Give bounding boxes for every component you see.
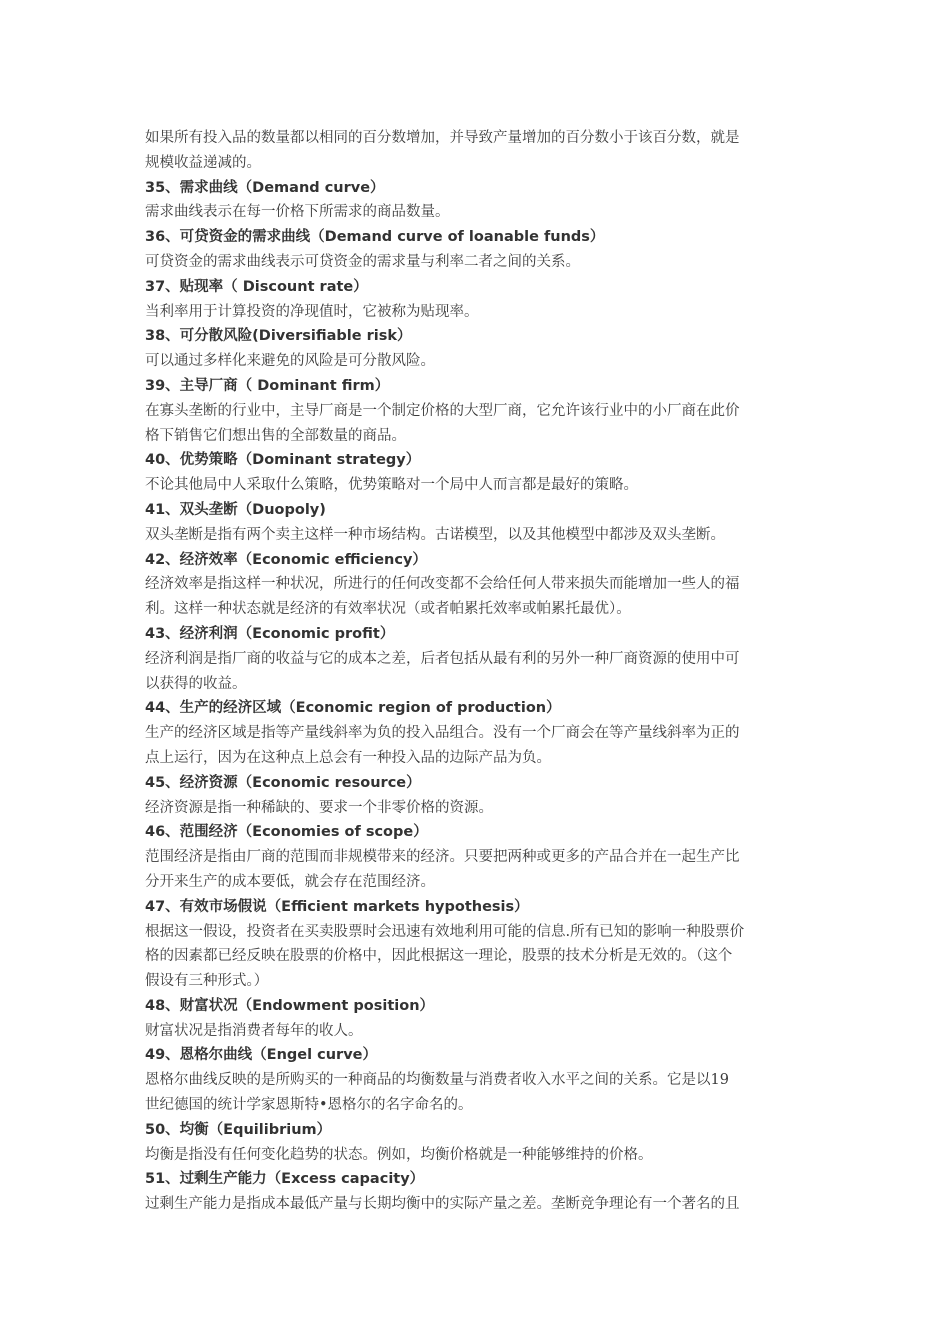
definition-line: 以获得的收益。	[145, 675, 247, 692]
definition-line: 格下销售它们想出售的全部数量的商品。	[145, 427, 406, 444]
term-heading: 40、优势策略（Dominant strategy）	[145, 452, 421, 469]
definition-line: 需求曲线表示在每一价格下所需求的商品数量。	[145, 204, 450, 221]
definition-line: 双头垄断是指有两个卖主这样一种市场结构。古诺模型，以及其他模型中都涉及双头垄断。	[145, 526, 725, 543]
term-heading: 36、可贷资金的需求曲线（Demand curve of loanable funds）	[145, 229, 605, 246]
term-heading: 46、范围经济（Economies of scope）	[145, 824, 428, 841]
definition-line: 过剩生产能力是指成本最低产量与长期均衡中的实际产量之差。垄断竞争理论有一个著名的且	[145, 1196, 740, 1213]
term-heading: 38、可分散风险(Diversifiable risk）	[145, 328, 412, 345]
definition-line: 利。这样一种状态就是经济的有效率状况（或者帕累托效率或帕累托最优）。	[145, 601, 631, 618]
definition-line: 财富状况是指消费者每年的收人。	[145, 1022, 363, 1039]
term-heading: 47、有效市场假说（Efficient markets hypothesis）	[145, 898, 529, 915]
definition-line: 当利率用于计算投资的净现值时，它被称为贴现率。	[145, 303, 479, 320]
term-heading: 43、经济利润（Economic profit）	[145, 625, 395, 642]
definition-line: 在寡头垄断的行业中，主导厂商是一个制定价格的大型厂商，它允许该行业中的小厂商在此价	[145, 402, 740, 419]
definition-line: 假设有三种形式。）	[145, 973, 269, 990]
definition-line: 世纪德国的统计学家恩斯特•恩格尔的名字命名的。	[145, 1097, 473, 1114]
definition-line: 经济资源是指一种稀缺的、要求一个非零价格的资源。	[145, 799, 493, 816]
term-heading: 44、生产的经济区域（Economic region of production）	[145, 700, 561, 717]
definition-line: 不论其他局中人采取什么策略，优势策略对一个局中人而言都是最好的策略。	[145, 477, 638, 494]
definition-line: 均衡是指没有任何变化趋势的状态。例如，均衡价格就是一种能够维持的价格。	[145, 1146, 653, 1163]
definition-line: 生产的经济区域是指等产量线斜率为负的投入品组合。没有一个厂商会在等产量线斜率为正的	[145, 725, 740, 742]
term-heading: 41、双头垄断（Duopoly)	[145, 501, 326, 518]
term-heading: 45、经济资源（Economic resource）	[145, 774, 421, 791]
definition-line: 分开来生产的成本要低，就会存在范围经济。	[145, 873, 435, 890]
definition-line: 经济利润是指厂商的收益与它的成本之差，后者包括从最有利的另外一种厂商资源的使用中可	[145, 650, 740, 667]
term-heading: 35、需求曲线（Demand curve）	[145, 179, 385, 196]
document-page	[145, 126, 805, 1217]
term-heading: 51、过剩生产能力（Excess capacity）	[145, 1171, 425, 1188]
definition-line: 点上运行，因为在这种点上总会有一种投入品的边际产品为负。	[145, 749, 551, 766]
term-heading: 48、财富状况（Endowment position）	[145, 997, 435, 1014]
definition-line: 根据这一假设，投资者在买卖股票时会迅速有效地利用可能的信息.所有已知的影响一种股票价	[145, 923, 745, 940]
definition-line: 经济效率是指这样一种状况，所进行的任何改变都不会给任何人带来损失而能增加一些人的福	[145, 576, 740, 593]
term-heading: 39、主导厂商（ Dominant firm）	[145, 377, 390, 394]
term-heading: 42、经济效率（Economic efficiency）	[145, 551, 427, 568]
definition-line: 如果所有投入品的数量都以相同的百分数增加，并导致产量增加的百分数小于该百分数，就是	[145, 130, 740, 146]
term-heading: 37、贴现率（ Discount rate）	[145, 278, 368, 295]
definition-line: 恩格尔曲线反映的是所购买的一种商品的均衡数量与消费者收入水平之间的关系。它是以19	[145, 1072, 729, 1089]
definition-line: 范围经济是指由厂商的范围而非规模带来的经济。只要把两种或更多的产品合并在一起生产比	[145, 849, 740, 866]
definition-line: 规模收益递减的。	[145, 154, 261, 171]
definition-line: 格的因素都已经反映在股票的价格中，因此根据这一理论，股票的技术分析是无效的。（这个	[145, 948, 733, 965]
definition-line: 可贷资金的需求曲线表示可贷资金的需求量与利率二者之间的关系。	[145, 253, 580, 270]
term-heading: 50、均衡（Equilibrium）	[145, 1121, 332, 1138]
definition-line: 可以通过多样化来避免的风险是可分散风险。	[145, 353, 435, 370]
term-heading: 49、恩格尔曲线（Engel curve）	[145, 1047, 377, 1064]
